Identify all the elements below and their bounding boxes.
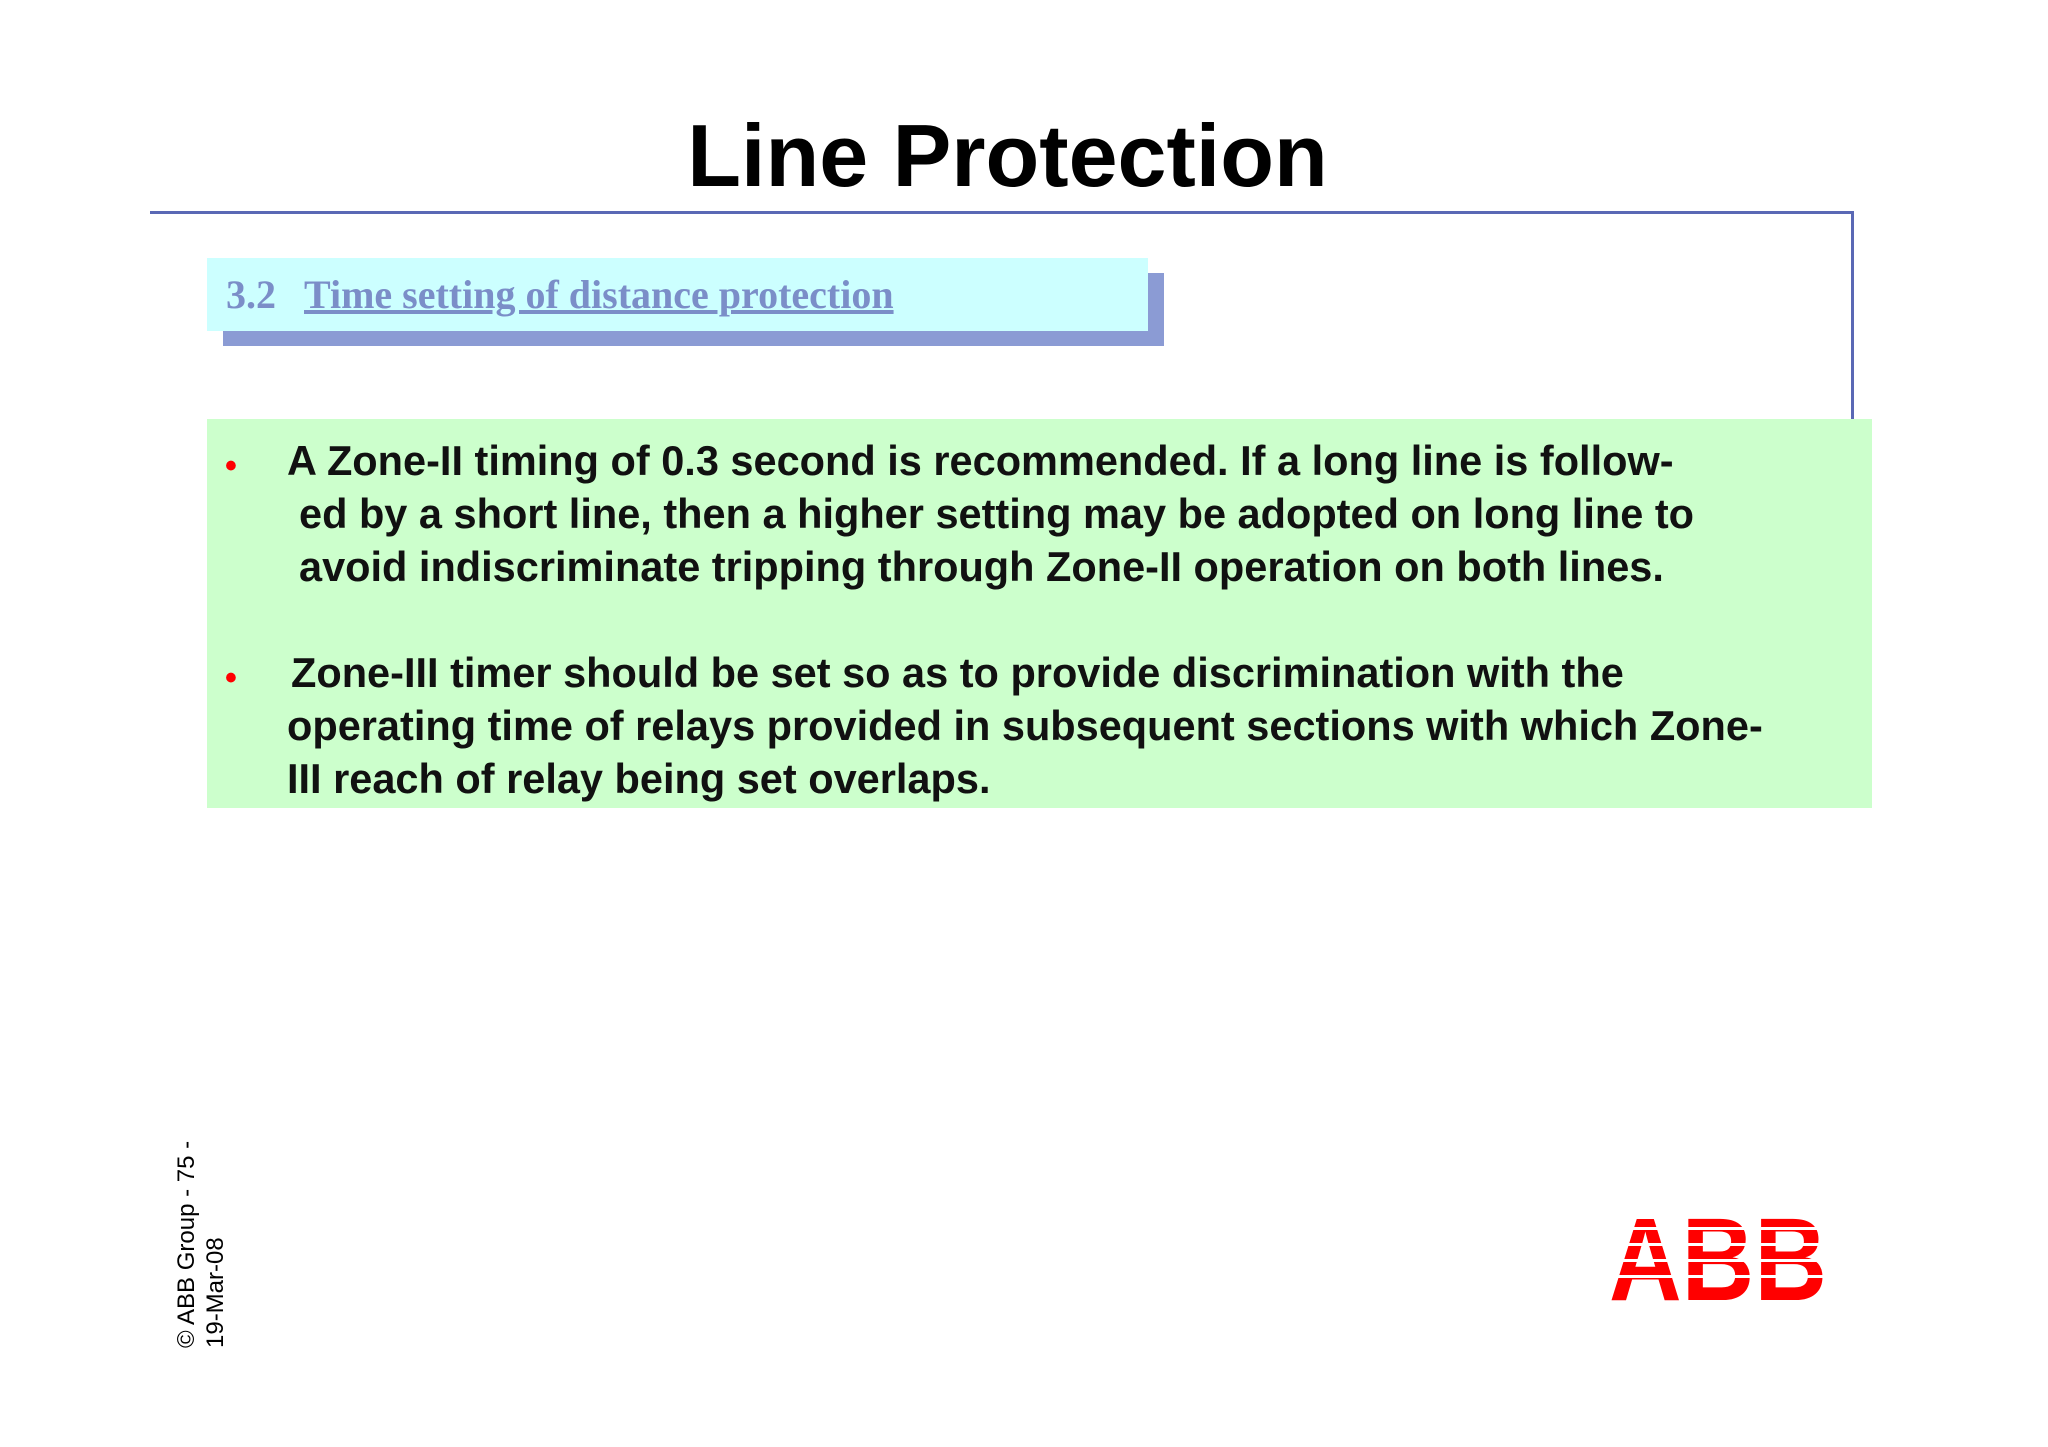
bullet-text-line: operating time of relays provided in subsequent sections with which Zone- — [287, 702, 1763, 749]
section-number: 3.2 — [226, 272, 276, 317]
content-box — [207, 419, 1872, 808]
footer-info — [172, 1141, 230, 1348]
bullet-text-line: ed by a short line, then a higher setting may be adopted on long line to — [299, 490, 1694, 537]
bullet-text-line: A Zone-II timing of 0.3 second is recommended. If a long line is follow- — [287, 437, 1674, 484]
footer-copyright: © ABB Group - 75 - — [173, 1140, 200, 1348]
right-border-rule — [1851, 211, 1854, 419]
bullet-text-line: avoid indiscriminate tripping through Zone-II operation on both lines. — [299, 543, 1664, 590]
slide-title: Line Protection — [687, 106, 1328, 205]
bullet-icon: • — [225, 447, 237, 485]
section-heading-link[interactable]: Time setting of distance protection — [304, 272, 894, 317]
bullet-text-line: III reach of relay being set overlaps. — [287, 755, 991, 802]
abb-logo — [1607, 1213, 1829, 1305]
footer-date: 19-Mar-08 — [202, 1237, 229, 1348]
bullet-icon: • — [225, 659, 237, 697]
title-underline-rule — [150, 211, 1853, 214]
section-heading-box — [207, 258, 1148, 331]
bullet-text-line: Zone-III timer should be set so as to provide discrimination with the — [291, 649, 1624, 696]
